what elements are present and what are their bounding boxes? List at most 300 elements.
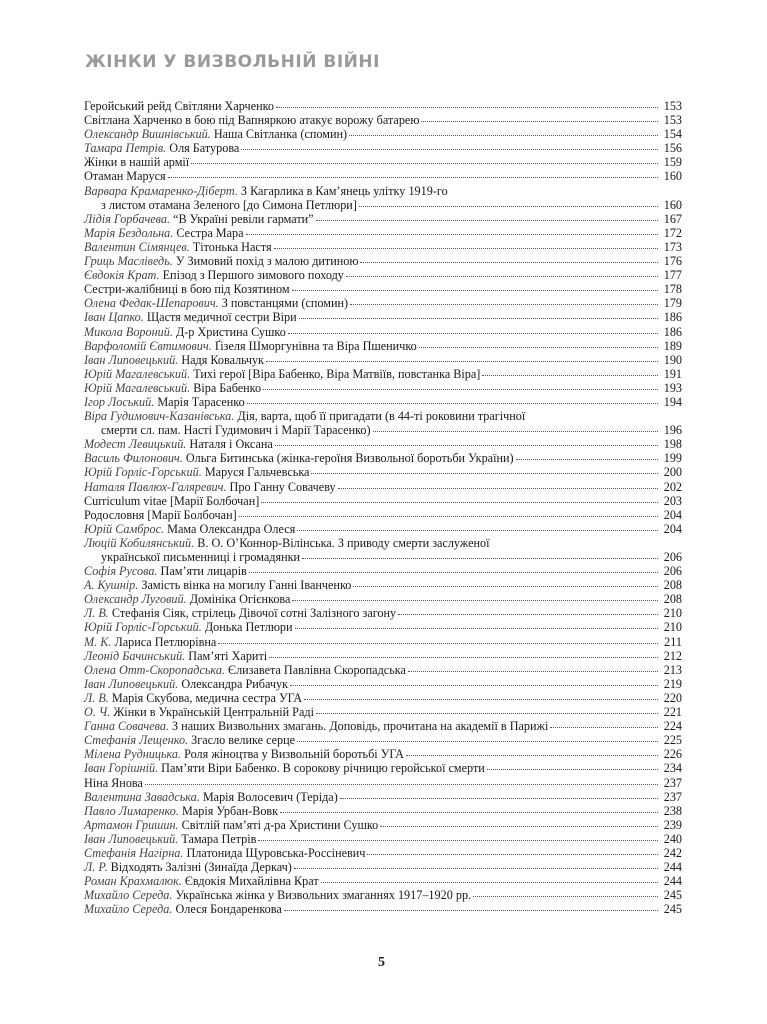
toc-entry[interactable] bbox=[84, 536, 682, 564]
toc-entry-text bbox=[84, 494, 259, 508]
toc-page-number: 244 bbox=[663, 874, 682, 889]
dot-leader bbox=[316, 713, 658, 714]
dot-leader bbox=[398, 614, 658, 615]
toc-title: Українська жінка у Визвольних змаганнях 1917–1920 рр. bbox=[175, 888, 472, 903]
toc-entry-line bbox=[84, 860, 682, 874]
toc-entry-continuation-line bbox=[84, 198, 682, 212]
toc-entry-text bbox=[84, 268, 344, 282]
toc-entry-text bbox=[84, 325, 286, 339]
dot-leader bbox=[316, 220, 658, 221]
dot-leader bbox=[297, 530, 658, 531]
dot-leader bbox=[311, 473, 658, 474]
toc-entry-first-line bbox=[84, 536, 682, 550]
toc-title: Пам’яти Віри Бабенко. В сорокову річницю геройської смерти bbox=[161, 761, 485, 776]
table-of-contents bbox=[84, 99, 682, 916]
toc-author: Лідія Горбачева. bbox=[84, 211, 171, 226]
toc-title: “В Україні ревіли гармати” bbox=[173, 211, 314, 226]
toc-page-number: 225 bbox=[663, 733, 682, 748]
toc-entry-line bbox=[84, 226, 682, 240]
dot-leader bbox=[380, 826, 658, 827]
toc-title: Марія Скубова, медична сестра УГА bbox=[111, 690, 303, 705]
toc-entry[interactable] bbox=[84, 113, 682, 127]
toc-page-number: 156 bbox=[663, 141, 682, 156]
toc-entry-line bbox=[84, 578, 682, 592]
toc-entry-text bbox=[84, 846, 365, 860]
toc-entry[interactable] bbox=[84, 564, 682, 578]
toc-entry[interactable] bbox=[84, 296, 682, 310]
toc-entry-line bbox=[84, 832, 682, 846]
toc-author: Марія Бездольна. bbox=[84, 225, 174, 240]
toc-title: Родословня [Марії Болбочан] bbox=[84, 507, 237, 522]
dot-leader bbox=[346, 276, 658, 277]
toc-author: Мілена Рудницька. bbox=[84, 747, 182, 762]
toc-entry-line bbox=[84, 635, 682, 649]
toc-title: З наших Визвольних змагань. Доповідь, прочитана на академії в Парижі bbox=[172, 719, 549, 734]
toc-entry-line bbox=[84, 268, 682, 282]
toc-title: Тихі герої [Віра Бабенко, Віра Матвіїв, повстанка Віра] bbox=[193, 366, 481, 381]
toc-title: Домініка Огієнкова bbox=[189, 592, 291, 607]
toc-author: Олена Федак-Шепарович. bbox=[84, 296, 219, 311]
toc-page-number: 194 bbox=[663, 394, 682, 409]
toc-title: Про Ганну Совачеву bbox=[229, 479, 336, 494]
toc-title: Жінки в Українській Центральній Раді bbox=[113, 705, 314, 720]
toc-entry-line bbox=[84, 705, 682, 719]
toc-author: Юрій Самброс. bbox=[84, 521, 165, 536]
toc-page-number: 244 bbox=[663, 860, 682, 875]
toc-title: Стефанія Сіяк, стрілець Дівочої сотні Залізного загону bbox=[111, 606, 397, 621]
dot-leader bbox=[288, 333, 658, 334]
toc-title: В. О. О’Коннор-Вілінська. З приводу смерти заслуженої bbox=[197, 535, 490, 550]
toc-author: Михайло Середа. bbox=[84, 888, 173, 903]
dot-leader bbox=[421, 121, 658, 122]
toc-entry-line bbox=[84, 846, 682, 860]
toc-entry-text bbox=[84, 282, 290, 296]
dot-leader bbox=[241, 149, 658, 150]
toc-entry-text bbox=[84, 367, 480, 381]
dot-leader bbox=[550, 727, 658, 728]
toc-entry-text bbox=[84, 99, 274, 113]
toc-entry-text bbox=[84, 592, 290, 606]
toc-entry[interactable] bbox=[84, 691, 682, 705]
toc-entry-line bbox=[84, 902, 682, 916]
toc-entry-text bbox=[84, 564, 247, 578]
toc-page-number: 160 bbox=[663, 169, 682, 184]
dot-leader bbox=[280, 812, 658, 813]
toc-entry-text bbox=[84, 719, 548, 733]
toc-page-number: 203 bbox=[663, 493, 682, 508]
toc-entry-line bbox=[84, 663, 682, 677]
toc-entry[interactable] bbox=[84, 888, 682, 902]
toc-title: Олеся Бондаренкова bbox=[175, 902, 282, 917]
toc-entry[interactable] bbox=[84, 212, 682, 226]
toc-entry[interactable] bbox=[84, 776, 682, 790]
toc-entry-text bbox=[84, 705, 314, 719]
toc-entry-line bbox=[84, 761, 682, 775]
toc-page-number: 224 bbox=[663, 719, 682, 734]
toc-entry-first-line bbox=[84, 409, 682, 423]
toc-entry-line bbox=[84, 310, 682, 324]
dot-leader bbox=[340, 798, 658, 799]
toc-title: Єлизавета Павлівна Скоропадська bbox=[228, 662, 406, 677]
dot-leader bbox=[284, 910, 658, 911]
toc-entry-text bbox=[84, 522, 295, 536]
toc-page-number: 211 bbox=[664, 634, 682, 649]
toc-page-number: 193 bbox=[663, 380, 682, 395]
toc-title: Маруся Гальчевська bbox=[204, 465, 310, 480]
toc-entry[interactable] bbox=[84, 141, 682, 155]
toc-page-number: 208 bbox=[663, 592, 682, 607]
toc-title: Оля Батурова bbox=[169, 141, 240, 156]
toc-entry-line bbox=[84, 804, 682, 818]
toc-entry-text bbox=[84, 169, 166, 183]
toc-entry[interactable] bbox=[84, 761, 682, 775]
dot-leader bbox=[269, 657, 658, 658]
dot-leader bbox=[261, 502, 658, 503]
toc-author: Євдокія Крат. bbox=[84, 268, 160, 283]
toc-author: Люцій Кобилянський. bbox=[84, 535, 195, 550]
toc-entry[interactable] bbox=[84, 874, 682, 888]
toc-entry[interactable] bbox=[84, 184, 682, 212]
toc-entry-line bbox=[84, 240, 682, 254]
dot-leader bbox=[360, 262, 658, 263]
toc-page-number: 219 bbox=[663, 676, 682, 691]
toc-entry[interactable] bbox=[84, 818, 682, 832]
toc-entry[interactable] bbox=[84, 578, 682, 592]
toc-entry[interactable] bbox=[84, 325, 682, 339]
toc-author: Іван Липовецький. bbox=[84, 352, 179, 367]
toc-entry[interactable] bbox=[84, 480, 682, 494]
toc-author: Юрій Магалевський. bbox=[84, 380, 191, 395]
toc-entry[interactable] bbox=[84, 339, 682, 353]
toc-entry-text bbox=[84, 381, 261, 395]
toc-entry[interactable] bbox=[84, 719, 682, 733]
toc-entry-line bbox=[84, 395, 682, 409]
toc-title-continued: з листом отамана Зеленого [до Симона Петлюри] bbox=[101, 197, 357, 212]
dot-leader bbox=[290, 685, 658, 686]
toc-entry-text bbox=[84, 395, 245, 409]
toc-title: Згасло велике серце bbox=[191, 733, 296, 748]
toc-author: Гриць Масліведь. bbox=[84, 254, 173, 269]
toc-page-number: 172 bbox=[663, 225, 682, 240]
toc-author: Артамон Гришин. bbox=[84, 817, 179, 832]
toc-entry[interactable] bbox=[84, 733, 682, 747]
toc-entry-line bbox=[84, 113, 682, 127]
toc-page-number: 221 bbox=[663, 705, 682, 720]
toc-title: Пам’яти лицарів bbox=[160, 564, 247, 579]
toc-entry[interactable] bbox=[84, 465, 682, 479]
toc-title-continued: смерти сл. пам. Насті Гудимович і Марії Тарасенко) bbox=[101, 423, 371, 438]
toc-entry-text bbox=[84, 212, 314, 226]
toc-author: Іван Липовецький. bbox=[84, 676, 179, 691]
toc-author: Софія Русова. bbox=[84, 564, 158, 579]
toc-author: Олена Отт-Скоропадська. bbox=[84, 662, 225, 677]
toc-entry-line bbox=[84, 169, 682, 183]
toc-entry[interactable] bbox=[84, 310, 682, 324]
toc-author: Модест Левицький. bbox=[84, 437, 187, 452]
toc-entry[interactable] bbox=[84, 508, 682, 522]
dot-leader bbox=[218, 643, 658, 644]
dot-leader bbox=[373, 431, 658, 432]
toc-title: Надя Ковальчук bbox=[181, 352, 264, 367]
toc-entry-line bbox=[84, 776, 682, 790]
toc-entry[interactable] bbox=[84, 127, 682, 141]
toc-entry-line bbox=[84, 353, 682, 367]
toc-entry-line bbox=[84, 606, 682, 620]
toc-page-number: 189 bbox=[663, 338, 682, 353]
toc-entry[interactable] bbox=[84, 663, 682, 677]
toc-title: Тітонька Настя bbox=[192, 239, 272, 254]
toc-entry-text bbox=[84, 776, 143, 790]
toc-entry-line bbox=[84, 620, 682, 634]
toc-entry[interactable] bbox=[84, 451, 682, 465]
toc-entry-text bbox=[84, 902, 282, 916]
toc-entry-line bbox=[84, 790, 682, 804]
toc-title: Отаман Маруся bbox=[84, 169, 166, 184]
toc-entry-line bbox=[84, 480, 682, 494]
dot-leader bbox=[482, 375, 658, 376]
toc-title: З Кагарлика в Кам’янець улітку 1919-го bbox=[240, 183, 448, 198]
dot-leader bbox=[294, 868, 658, 869]
toc-entry[interactable] bbox=[84, 846, 682, 860]
dot-leader bbox=[302, 558, 658, 559]
dot-leader bbox=[350, 304, 658, 305]
toc-page-number: 208 bbox=[663, 578, 682, 593]
toc-page-number: 245 bbox=[663, 902, 682, 917]
dot-leader bbox=[145, 784, 658, 785]
toc-entry[interactable] bbox=[84, 677, 682, 691]
toc-title: З повстанцями (спомин) bbox=[221, 296, 349, 311]
toc-entry[interactable] bbox=[84, 790, 682, 804]
toc-page-number: 210 bbox=[663, 606, 682, 621]
toc-entry-text bbox=[84, 296, 348, 310]
toc-entry-text bbox=[84, 860, 292, 874]
toc-entry[interactable] bbox=[84, 649, 682, 663]
dot-leader bbox=[408, 671, 658, 672]
dot-leader bbox=[473, 896, 658, 897]
toc-entry-text bbox=[84, 310, 297, 324]
toc-entry-line bbox=[84, 719, 682, 733]
toc-entry[interactable] bbox=[84, 747, 682, 761]
toc-page-number: 226 bbox=[663, 747, 682, 762]
toc-entry-line bbox=[84, 155, 682, 169]
toc-entry[interactable] bbox=[84, 635, 682, 649]
toc-page-number: 238 bbox=[663, 803, 682, 818]
toc-author: Павло Лимаренко. bbox=[84, 803, 179, 818]
toc-entry-line bbox=[84, 254, 682, 268]
toc-title: Роля жіноцтва у Визвольній боротьбі УГА bbox=[184, 747, 404, 762]
toc-entry-line bbox=[84, 465, 682, 479]
toc-entry[interactable] bbox=[84, 226, 682, 240]
toc-title: Дія, варта, щоб її пригадати (в 44-ті роковини трагічної bbox=[237, 409, 526, 424]
dot-leader bbox=[297, 741, 658, 742]
toc-page-number: 178 bbox=[663, 282, 682, 297]
toc-entry[interactable] bbox=[84, 240, 682, 254]
toc-entry[interactable] bbox=[84, 620, 682, 634]
toc-page-number: 159 bbox=[663, 155, 682, 170]
toc-author: Юрій Горліс-Горський. bbox=[84, 620, 202, 635]
toc-author: Валентин Сімянцев. bbox=[84, 239, 190, 254]
dot-leader bbox=[239, 516, 658, 517]
toc-entry[interactable] bbox=[84, 395, 682, 409]
toc-title: Замість вінка на могилу Ганні Іванченко bbox=[141, 578, 352, 593]
toc-entry[interactable] bbox=[84, 282, 682, 296]
toc-page-number: 191 bbox=[663, 366, 682, 381]
toc-title: Лариса Петлюрівна bbox=[114, 634, 217, 649]
toc-author: Валентина Завадська. bbox=[84, 789, 200, 804]
toc-entry[interactable] bbox=[84, 804, 682, 818]
toc-entry-line bbox=[84, 339, 682, 353]
toc-entry-line bbox=[84, 649, 682, 663]
dot-leader bbox=[258, 840, 658, 841]
toc-entry-continuation-line bbox=[84, 423, 682, 437]
dot-leader bbox=[246, 234, 658, 235]
toc-page-number: 160 bbox=[663, 197, 682, 212]
toc-title: Олександра Рибачук bbox=[181, 676, 289, 691]
toc-entry-line bbox=[84, 367, 682, 381]
toc-author: Роман Крахмалюк. bbox=[84, 874, 182, 889]
toc-title: Донька Петлюри bbox=[204, 620, 293, 635]
toc-page-number: 153 bbox=[663, 113, 682, 128]
toc-title: Платонида Щуровська-Россіневич bbox=[186, 845, 366, 860]
toc-entry-text bbox=[84, 733, 295, 747]
toc-author: Микола Вороний. bbox=[84, 324, 173, 339]
dot-leader bbox=[247, 403, 658, 404]
dot-leader bbox=[168, 177, 658, 178]
toc-entry[interactable] bbox=[84, 705, 682, 719]
toc-title: Пам’яті Хариті bbox=[188, 648, 268, 663]
toc-author: Василь Филонович. bbox=[84, 451, 183, 466]
toc-entry[interactable] bbox=[84, 860, 682, 874]
toc-entry-text bbox=[84, 761, 485, 775]
toc-entry-line bbox=[84, 296, 682, 310]
toc-page-number: 190 bbox=[663, 352, 682, 367]
toc-entry[interactable] bbox=[84, 169, 682, 183]
dot-leader bbox=[349, 135, 658, 136]
toc-entry[interactable] bbox=[84, 592, 682, 606]
toc-entry-line bbox=[84, 691, 682, 705]
toc-page-number: 237 bbox=[663, 789, 682, 804]
toc-entry-line bbox=[84, 141, 682, 155]
toc-entry[interactable] bbox=[84, 522, 682, 536]
toc-title: Сестра Мара bbox=[176, 225, 244, 240]
toc-entry-text bbox=[84, 818, 378, 832]
toc-page-number: 200 bbox=[663, 465, 682, 480]
toc-page-number: 196 bbox=[663, 423, 682, 438]
dot-leader bbox=[359, 206, 658, 207]
toc-author: Тамара Петрів. bbox=[84, 141, 167, 156]
toc-title: Марія Урбан-Вовк bbox=[181, 803, 279, 818]
toc-author: Леонід Бачинський. bbox=[84, 648, 186, 663]
toc-page-number: 237 bbox=[663, 775, 682, 790]
toc-entry-text bbox=[84, 339, 417, 353]
toc-page-number: 245 bbox=[663, 888, 682, 903]
dot-leader bbox=[516, 459, 658, 460]
toc-title: Д-р Христина Сушко bbox=[175, 324, 286, 339]
dot-leader bbox=[367, 854, 658, 855]
toc-title: Щастя медичної сестри Віри bbox=[146, 310, 297, 325]
toc-entry-text bbox=[84, 226, 244, 240]
toc-entry-line bbox=[84, 818, 682, 832]
toc-author: Іван Цапко. bbox=[84, 310, 144, 325]
toc-author: Юрій Горліс-Горський. bbox=[84, 465, 202, 480]
toc-page-number: 173 bbox=[663, 239, 682, 254]
toc-entry[interactable] bbox=[84, 437, 682, 451]
toc-entry[interactable] bbox=[84, 902, 682, 916]
toc-title: Епізод з Першого зимового походу bbox=[162, 268, 344, 283]
toc-title: Наша Світланка (спомин) bbox=[213, 127, 348, 142]
toc-entry[interactable] bbox=[84, 409, 682, 437]
toc-entry[interactable] bbox=[84, 832, 682, 846]
dot-leader bbox=[266, 361, 658, 362]
toc-entry-text bbox=[84, 465, 309, 479]
toc-entry-text bbox=[84, 113, 419, 127]
toc-title: Curriculum vitae [Марії Болбочан] bbox=[84, 493, 260, 508]
toc-entry[interactable] bbox=[84, 494, 682, 508]
toc-entry[interactable] bbox=[84, 155, 682, 169]
toc-entry-line bbox=[84, 874, 682, 888]
toc-entry-line bbox=[84, 99, 682, 113]
toc-entry[interactable] bbox=[84, 254, 682, 268]
toc-entry-line bbox=[84, 437, 682, 451]
toc-title: Відходять Залізні (Зинаїда Деркач) bbox=[110, 860, 292, 875]
toc-entry-continuation-line bbox=[84, 550, 682, 564]
toc-author: Віра Гудимович-Казанівська. bbox=[84, 409, 235, 424]
dot-leader bbox=[338, 488, 658, 489]
dot-leader bbox=[292, 290, 658, 291]
toc-page-number: 154 bbox=[663, 127, 682, 142]
toc-entry-text bbox=[84, 747, 404, 761]
toc-page-number: 186 bbox=[663, 310, 682, 325]
toc-title-continued: української письменниці і громадянки bbox=[101, 550, 301, 564]
toc-entry-line bbox=[84, 522, 682, 536]
toc-entry[interactable] bbox=[84, 353, 682, 367]
toc-entry-line bbox=[84, 888, 682, 902]
toc-title: Геройський рейд Світляни Харченко bbox=[84, 99, 275, 113]
toc-entry[interactable] bbox=[84, 99, 682, 113]
toc-entry-line bbox=[84, 282, 682, 296]
toc-entry[interactable] bbox=[84, 367, 682, 381]
toc-author: Іван Горішній. bbox=[84, 761, 159, 776]
toc-author: М. К. bbox=[84, 634, 112, 649]
toc-entry-line bbox=[84, 677, 682, 691]
toc-page-number: 153 bbox=[663, 99, 682, 113]
toc-entry-text bbox=[84, 620, 293, 634]
toc-author: Олександр Вишнівський. bbox=[84, 127, 211, 142]
toc-page-number: 242 bbox=[663, 845, 682, 860]
dot-leader bbox=[292, 600, 658, 601]
toc-entry-line bbox=[84, 494, 682, 508]
toc-page-number: 198 bbox=[663, 437, 682, 452]
toc-entry-text bbox=[84, 804, 278, 818]
toc-page-number: 177 bbox=[663, 268, 682, 283]
toc-title: Наталя і Оксана bbox=[189, 437, 273, 452]
toc-title: У Зимовий похід з малою дитиною bbox=[175, 254, 359, 269]
toc-title: Сестри-жалібниці в бою під Козятином bbox=[84, 282, 290, 297]
toc-title: Євдокія Михайлівна Крат bbox=[184, 874, 319, 889]
toc-entry-text bbox=[84, 832, 256, 846]
dot-leader bbox=[419, 347, 658, 348]
toc-entry[interactable] bbox=[84, 268, 682, 282]
toc-page-number: 210 bbox=[663, 620, 682, 635]
toc-entry-text bbox=[84, 578, 351, 592]
toc-entry-text bbox=[84, 790, 338, 804]
toc-entry-text bbox=[84, 874, 319, 888]
toc-entry[interactable] bbox=[84, 606, 682, 620]
toc-title: Марія Волосевич (Теріда) bbox=[202, 789, 338, 804]
toc-author: Стефанія Нагірна. bbox=[84, 845, 184, 860]
toc-entry-line bbox=[84, 592, 682, 606]
toc-entry[interactable] bbox=[84, 381, 682, 395]
